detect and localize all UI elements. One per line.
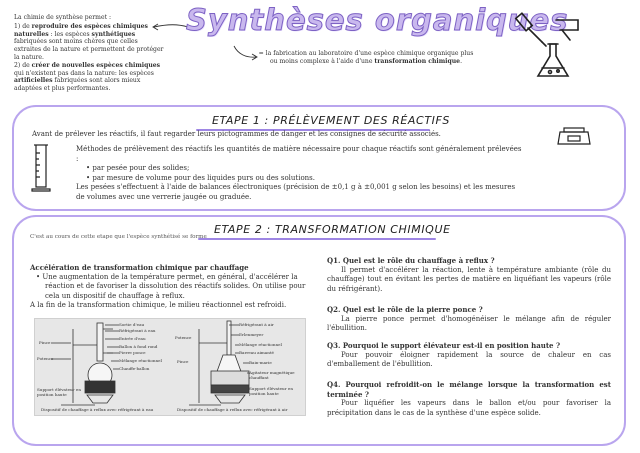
list-item: • par mesure de volume pour des liquides purs ou des solutions.: [86, 174, 524, 184]
fig2-label: Agitateur magnétique chauffant: [249, 370, 295, 380]
text-run: .: [460, 57, 462, 65]
fig1-label: Pince: [39, 340, 51, 345]
question-1-title: Q1. Quel est le rôle du chauffage à reflux ?: [327, 256, 495, 265]
heating-heading: Accélération de transformation chimique par chauffage: [30, 263, 249, 272]
text-run: = la fabrication au laboratoire d'une espèce chimique organique plus ou moins complexe à l'aide d'une: [258, 50, 474, 65]
question-4: [327, 380, 611, 418]
reflux-setup-figures: [34, 318, 306, 416]
arrow-right-icon: [232, 44, 260, 62]
step1-note: Les pesées s'effectuent à l'aide de balances électroniques (précision de ±0,1 g à ±0,001 g selon les besoins) et les mesures de volumes avec une verrerie jaugée ou graduée.: [76, 183, 516, 201]
text-run: : les espèces: [48, 30, 92, 38]
fig2-label: Mélange réactionnel: [239, 342, 282, 347]
intro-point-2: [14, 62, 164, 93]
text-run: qui n'existent pas dans la nature: les espèces: [14, 69, 154, 77]
intro-lead: La chimie de synthèse permet :: [14, 14, 112, 21]
text-run: fabriquées sont moins chères que celles extraites de la nature et permettent de protéger la nature.: [14, 38, 164, 61]
fig2-caption: Dispositif de chauffage à reflux avec réfrigérant à air: [177, 407, 288, 412]
fig1-label: Potence: [37, 356, 54, 361]
list-item: • par pesée pour des solides;: [86, 164, 524, 174]
fig1-label: Support élévateur en position haute: [37, 387, 81, 397]
definition: [258, 50, 474, 66]
fig1-caption: Dispositif de chauffage à reflux avec réfrigérant à eau: [41, 407, 154, 412]
list-item: • Une augmentation de la température permet, en général, d'accélérer la réaction et de favoriser la dissolution des réactifs solides. On utilise pour cela un dispositif de chauffage à reflux.: [36, 273, 310, 302]
question-3-answer: Pour pouvoir éloigner rapidement la source de chaleur en cas d'emballement de l'ébullition.: [327, 350, 611, 369]
fig2-label: Erlenmeyer: [239, 332, 264, 337]
intro-text: [14, 14, 164, 93]
step2-heating-text: [30, 263, 310, 311]
text-run: transformation chimique: [374, 57, 461, 65]
fig2-label: Réfrigérant à air: [239, 322, 274, 327]
fig1-label: Réfrigérant à eau: [119, 328, 156, 333]
question-2: [327, 305, 611, 334]
question-4-answer: Pour liquéfier les vapeurs dans le ballon et/ou pour favoriser la précipitation dans le cas de la synthèse d'une espèce solide.: [327, 399, 611, 417]
fig2-label: Pince: [177, 359, 189, 364]
fig1-label: Mélange réactionnel: [119, 358, 162, 363]
fig1-label: Ballon à fond rond: [119, 344, 158, 349]
graduated-cylinder-icon: [30, 143, 52, 195]
text-run: artificielles: [14, 77, 53, 85]
heating-bullets: [36, 273, 310, 302]
fig1-label: Chauffe-ballon: [119, 366, 150, 371]
fig1-label: Entrée d'eau: [119, 336, 146, 341]
step1-intro: Avant de prélever les réactifs, il faut regarder leurs pictogrammes de danger et les consignes de sécurité associés.: [32, 130, 441, 138]
question-3: [327, 341, 611, 370]
question-4-title: Q4. Pourquoi refroidit-on le mélange lorsque la transformation est terminée ?: [327, 380, 611, 399]
step2-underline: [198, 238, 436, 240]
page-title: Synthèses organiques: [186, 3, 569, 37]
step1-body: [76, 145, 524, 202]
fig2-label: Potence: [175, 335, 192, 340]
intro-point-1: [14, 23, 164, 62]
question-2-answer: La pierre ponce permet d'homogénéiser le mélange afin de réguler l'ébullition.: [327, 314, 611, 333]
fig2-label: Barreau aimanté: [239, 350, 274, 355]
text-run: synthétiques: [91, 30, 136, 38]
question-2-title: Q2. Quel est le rôle de la pierre ponce ?: [327, 305, 483, 314]
text-run: fabriquées sont alors mieux adaptées et plus performantes.: [14, 77, 141, 93]
step2-intro: C'est au cours de cette etape que l'espèce synthétisé se forme: [30, 234, 207, 240]
chemistry-flask-icon: [512, 10, 582, 86]
step1-bullets: [86, 164, 524, 183]
step2-title: ETAPE 2 : TRANSFORMATION CHIMIQUE: [214, 223, 451, 236]
fig1-label: Sortie d'eau: [119, 322, 145, 327]
fig2-label: Support élévateur en position haute: [249, 386, 293, 396]
text-run: 2) de: [14, 61, 32, 69]
question-3-title: Q3. Pourquoi le support élévateur est-il en position haute ?: [327, 341, 561, 350]
electronic-balance-icon: [556, 124, 592, 146]
text-run: reproduire des espèces chimiques naturelles: [14, 22, 148, 38]
step1-title: ETAPE 1 : PRÉLÈVEMENT DES RÉACTIFS: [212, 114, 450, 127]
fig2-label: Bain-marie: [249, 360, 272, 365]
fig1-label: Pierre ponce: [119, 350, 146, 355]
step1-methods: Méthodes de prélèvement des réactifs les quantités de matière nécessaire pour chaque réactifs sont généralement prélevées :: [76, 145, 522, 163]
arrow-left-icon: [150, 18, 190, 34]
reflux-setup-drawing: [35, 319, 307, 417]
question-1: [327, 256, 611, 294]
cooling-text: A la fin de la transformation chimique, le milieu réactionnel est refroidi.: [30, 301, 287, 310]
text-run: créer de nouvelles espèces chimiques: [31, 61, 161, 69]
text-run: 1) de: [14, 22, 32, 30]
question-1-answer: Il permet d'accélérer la réaction, lente à température ambiante (rôle du chauffage) tout en évitant les pertes de matière en liquéfiant les vapeurs (rôle du réfrigérant).: [327, 265, 611, 293]
